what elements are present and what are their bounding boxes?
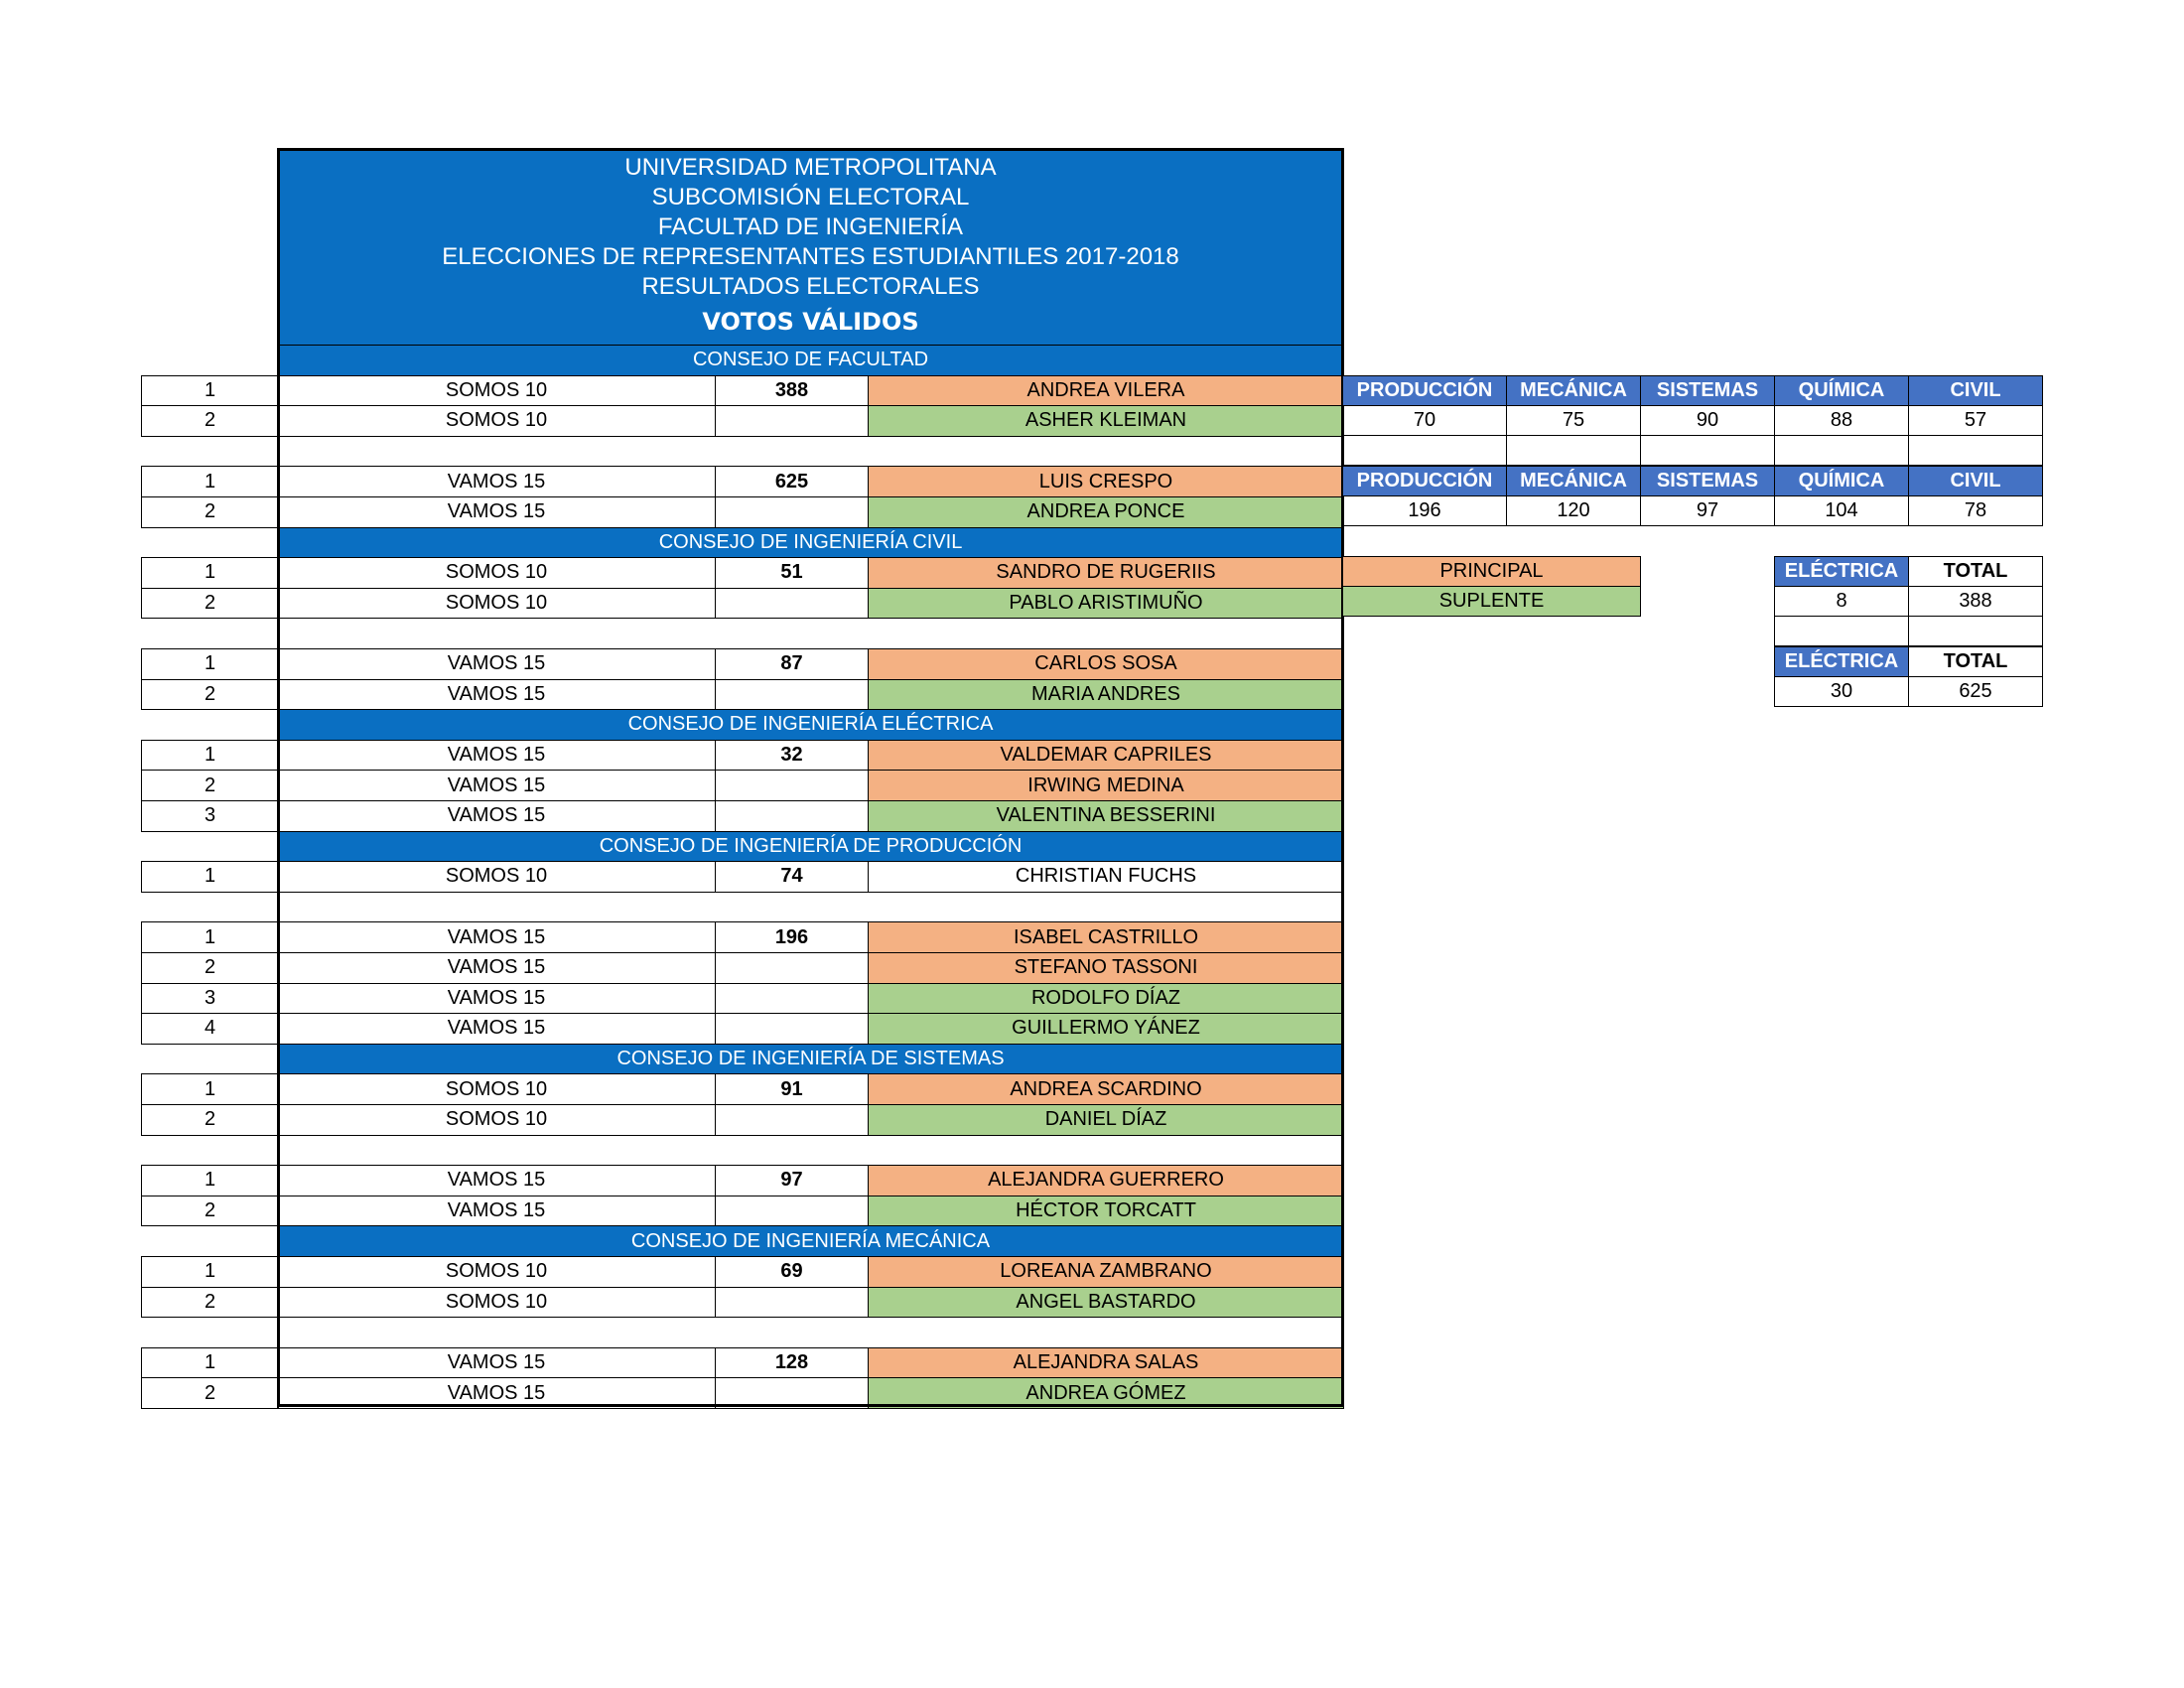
header-faculty: FACULTAD DE INGENIERÍA (657, 213, 964, 240)
blank-row (277, 892, 1344, 923)
row-number: 4 (141, 1013, 279, 1045)
party-name: VAMOS 15 (277, 496, 716, 528)
totals-header-total: TOTAL (1908, 646, 2043, 677)
candidate-name: MARIA ANDRES (868, 679, 1344, 711)
totals-total-value: 388 (1908, 586, 2043, 617)
blank-row (277, 436, 1344, 468)
row-number: 2 (141, 679, 279, 711)
candidate-name: ANGEL BASTARDO (868, 1287, 1344, 1319)
candidate-name: LOREANA ZAMBRANO (868, 1256, 1344, 1288)
blank-row (277, 1135, 1344, 1167)
candidate-name: STEFANO TASSONI (868, 952, 1344, 984)
breakdown-value: 120 (1506, 495, 1641, 526)
breakdown-value: 97 (1640, 495, 1775, 526)
totals-header-total: TOTAL (1908, 556, 2043, 587)
vote-count: 87 (715, 648, 869, 680)
candidate-name: SANDRO DE RUGERIIS (868, 557, 1344, 589)
party-name: VAMOS 15 (277, 1013, 716, 1045)
breakdown-empty (1506, 435, 1641, 466)
candidate-name: ANDREA SCARDINO (868, 1073, 1344, 1105)
party-name: VAMOS 15 (277, 1196, 716, 1227)
section-header-facultad: CONSEJO DE FACULTAD (277, 345, 1344, 376)
candidate-name: ALEJANDRA GUERRERO (868, 1165, 1344, 1196)
row-number: 1 (141, 375, 279, 407)
party-name: SOMOS 10 (277, 1256, 716, 1288)
row-number: 1 (141, 648, 279, 680)
row-number: 2 (141, 588, 279, 620)
candidate-name: CARLOS SOSA (868, 648, 1344, 680)
candidate-name: ASHER KLEIMAN (868, 405, 1344, 437)
candidate-name: ISABEL CASTRILLO (868, 921, 1344, 953)
party-name: VAMOS 15 (277, 1377, 716, 1409)
row-number: 2 (141, 405, 279, 437)
row-number: 2 (141, 1104, 279, 1136)
breakdown-value: 78 (1908, 495, 2043, 526)
totals-empty (1774, 616, 1909, 646)
row-number: 2 (141, 952, 279, 984)
party-name: VAMOS 15 (277, 648, 716, 680)
vote-count: 388 (715, 375, 869, 407)
candidate-name: VALDEMAR CAPRILES (868, 740, 1344, 772)
breakdown-header-mecanica: MECÁNICA (1506, 466, 1641, 496)
party-name: VAMOS 15 (277, 921, 716, 953)
breakdown-value: 104 (1774, 495, 1909, 526)
totals-header-electrica: ELÉCTRICA (1774, 556, 1909, 587)
report-header (277, 148, 1344, 345)
vote-count: 51 (715, 557, 869, 589)
breakdown-empty (1908, 435, 2043, 466)
row-number: 2 (141, 496, 279, 528)
row-number: 2 (141, 1377, 279, 1409)
row-number: 3 (141, 800, 279, 832)
blank-row (277, 1317, 1344, 1348)
party-name: SOMOS 10 (277, 861, 716, 893)
vote-count (715, 1377, 869, 1409)
breakdown-header-sistemas: SISTEMAS (1640, 466, 1775, 496)
breakdown-header-quimica: QUÍMICA (1774, 375, 1909, 406)
party-name: VAMOS 15 (277, 983, 716, 1015)
breakdown-header-mecanica: MECÁNICA (1506, 375, 1641, 406)
vote-count (715, 1104, 869, 1136)
totals-empty (1908, 616, 2043, 646)
party-name: SOMOS 10 (277, 405, 716, 437)
candidate-name: LUIS CRESPO (868, 466, 1344, 497)
header-subcommission: SUBCOMISIÓN ELECTORAL (651, 184, 970, 211)
row-number: 1 (141, 557, 279, 589)
candidate-name: PABLO ARISTIMUÑO (868, 588, 1344, 620)
party-name: SOMOS 10 (277, 588, 716, 620)
party-name: VAMOS 15 (277, 466, 716, 497)
breakdown-empty (1640, 435, 1775, 466)
blank-row (277, 618, 1344, 649)
row-number: 1 (141, 466, 279, 497)
vote-count: 625 (715, 466, 869, 497)
section-header-mecanica: CONSEJO DE INGENIERÍA MECÁNICA (277, 1225, 1344, 1257)
row-number: 1 (141, 921, 279, 953)
totals-header-electrica: ELÉCTRICA (1774, 646, 1909, 677)
breakdown-header-quimica: QUÍMICA (1774, 466, 1909, 496)
breakdown-value: 57 (1908, 405, 2043, 436)
party-name: SOMOS 10 (277, 1073, 716, 1105)
vote-count: 74 (715, 861, 869, 893)
candidate-name: ANDREA PONCE (868, 496, 1344, 528)
section-header-produccion: CONSEJO DE INGENIERÍA DE PRODUCCIÓN (277, 831, 1344, 863)
candidate-name: ANDREA GÓMEZ (868, 1377, 1344, 1409)
breakdown-value: 75 (1506, 405, 1641, 436)
candidate-name: IRWING MEDINA (868, 770, 1344, 801)
legend-principal: PRINCIPAL (1342, 556, 1641, 587)
row-number: 2 (141, 1196, 279, 1227)
candidate-name: ANDREA VILERA (868, 375, 1344, 407)
section-header-sistemas: CONSEJO DE INGENIERÍA DE SISTEMAS (277, 1044, 1344, 1075)
vote-count: 69 (715, 1256, 869, 1288)
party-name: VAMOS 15 (277, 770, 716, 801)
breakdown-empty (1774, 435, 1909, 466)
breakdown-header-produccion: PRODUCCIÓN (1342, 375, 1507, 406)
row-number: 1 (141, 740, 279, 772)
party-name: SOMOS 10 (277, 1104, 716, 1136)
party-name: VAMOS 15 (277, 740, 716, 772)
row-number: 2 (141, 770, 279, 801)
header-results: RESULTADOS ELECTORALES (641, 273, 980, 300)
row-number: 1 (141, 861, 279, 893)
legend-suplente: SUPLENTE (1342, 586, 1641, 617)
vote-count: 91 (715, 1073, 869, 1105)
breakdown-header-civil: CIVIL (1908, 466, 2043, 496)
breakdown-value: 88 (1774, 405, 1909, 436)
vote-count (715, 983, 869, 1015)
breakdown-empty (1342, 435, 1507, 466)
vote-count (715, 1287, 869, 1319)
totals-total-value: 625 (1908, 676, 2043, 707)
vote-count: 196 (715, 921, 869, 953)
party-name: VAMOS 15 (277, 679, 716, 711)
vote-count (715, 952, 869, 984)
party-name: SOMOS 10 (277, 1287, 716, 1319)
party-name: VAMOS 15 (277, 1165, 716, 1196)
row-number: 1 (141, 1256, 279, 1288)
row-number: 1 (141, 1073, 279, 1105)
candidate-name: CHRISTIAN FUCHS (868, 861, 1344, 893)
vote-count (715, 588, 869, 620)
vote-count (715, 800, 869, 832)
row-number: 1 (141, 1165, 279, 1196)
party-name: SOMOS 10 (277, 557, 716, 589)
breakdown-value: 90 (1640, 405, 1775, 436)
row-number: 3 (141, 983, 279, 1015)
vote-count (715, 679, 869, 711)
vote-count: 128 (715, 1347, 869, 1379)
party-name: VAMOS 15 (277, 800, 716, 832)
breakdown-value: 70 (1342, 405, 1507, 436)
section-header-electrica: CONSEJO DE INGENIERÍA ELÉCTRICA (277, 709, 1344, 741)
candidate-name: RODOLFO DÍAZ (868, 983, 1344, 1015)
vote-count (715, 1013, 869, 1045)
vote-count (715, 1196, 869, 1227)
breakdown-header-civil: CIVIL (1908, 375, 2043, 406)
header-university: UNIVERSIDAD METROPOLITANA (624, 154, 997, 181)
vote-count (715, 770, 869, 801)
row-number: 1 (141, 1347, 279, 1379)
candidate-name: VALENTINA BESSERINI (868, 800, 1344, 832)
candidate-name: HÉCTOR TORCATT (868, 1196, 1344, 1227)
vote-count: 32 (715, 740, 869, 772)
breakdown-header-sistemas: SISTEMAS (1640, 375, 1775, 406)
header-valid-votes: VOTOS VÁLIDOS (702, 308, 919, 336)
breakdown-header-produccion: PRODUCCIÓN (1342, 466, 1507, 496)
party-name: SOMOS 10 (277, 375, 716, 407)
header-elections: ELECCIONES DE REPRESENTANTES ESTUDIANTILES 2017-2018 (442, 243, 1179, 270)
party-name: VAMOS 15 (277, 952, 716, 984)
row-number: 2 (141, 1287, 279, 1319)
breakdown-value: 196 (1342, 495, 1507, 526)
totals-electrica-value: 8 (1774, 586, 1909, 617)
candidate-name: GUILLERMO YÁNEZ (868, 1013, 1344, 1045)
candidate-name: ALEJANDRA SALAS (868, 1347, 1344, 1379)
vote-count (715, 405, 869, 437)
vote-count: 97 (715, 1165, 869, 1196)
section-header-civil: CONSEJO DE INGENIERÍA CIVIL (277, 527, 1344, 559)
vote-count (715, 496, 869, 528)
party-name: VAMOS 15 (277, 1347, 716, 1379)
candidate-name: DANIEL DÍAZ (868, 1104, 1344, 1136)
totals-electrica-value: 30 (1774, 676, 1909, 707)
